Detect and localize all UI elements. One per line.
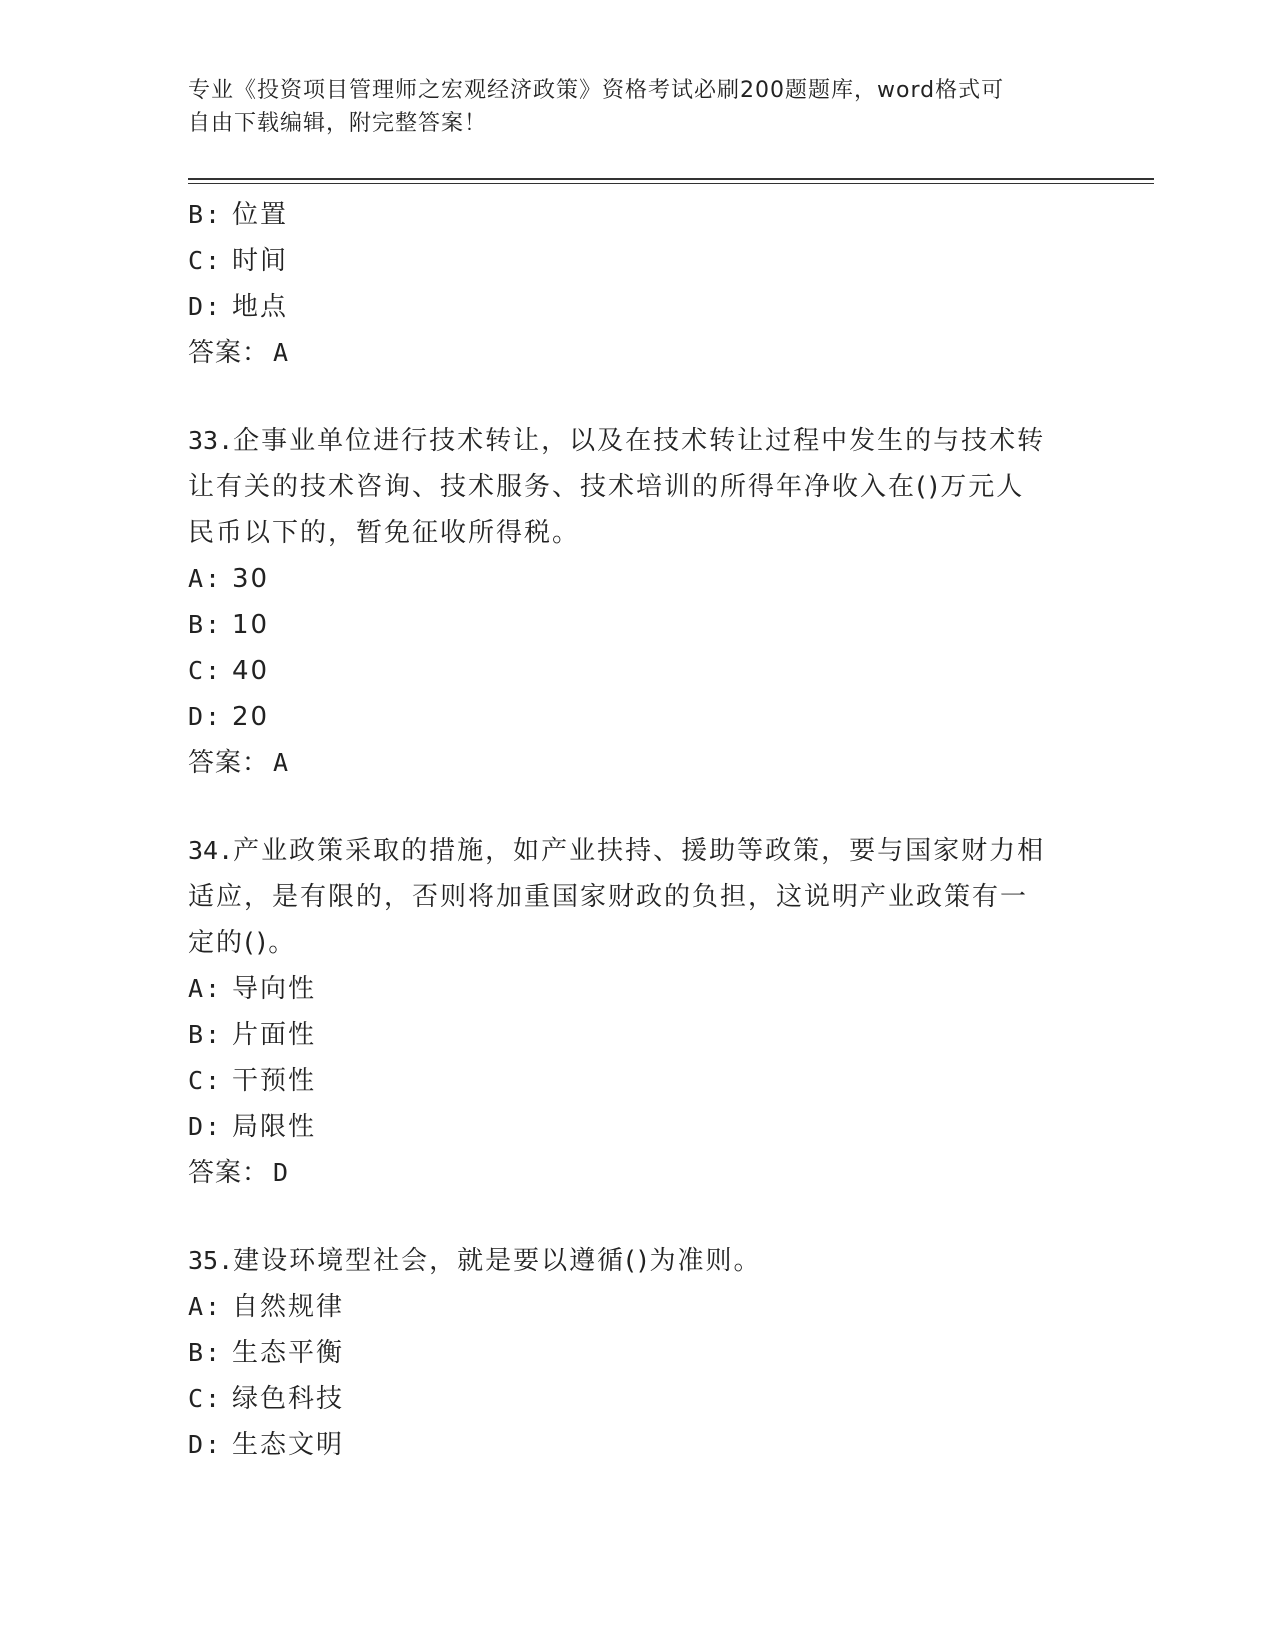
option-letter: B: (188, 610, 223, 639)
stem-line-1: 企事业单位进行技术转让，以及在技术转让过程中发生的与技术转 (233, 426, 1046, 456)
option-a (188, 1284, 1088, 1330)
question-stem (188, 828, 1088, 966)
answer-label: 答案： (188, 748, 270, 778)
stem-line-1: 建设环境型社会，就是要以遵循()为准则。 (233, 1246, 762, 1276)
question-35 (188, 1238, 1088, 1468)
option-c (188, 648, 1088, 694)
option-letter: C: (188, 246, 223, 275)
option-b (188, 1012, 1088, 1058)
option-letter: C: (188, 656, 223, 685)
option-text: 10 (232, 610, 270, 640)
option-text: 位置 (232, 200, 289, 230)
option-text: 导向性 (232, 974, 317, 1004)
option-letter: D: (188, 1112, 223, 1141)
option-letter: B: (188, 1020, 223, 1049)
question-number: 33. (188, 426, 234, 455)
option-letter: D: (188, 1430, 223, 1459)
option-d (188, 1422, 1088, 1468)
option-a (188, 556, 1088, 602)
option-letter: B: (188, 1338, 223, 1367)
question-stem (188, 1238, 1088, 1284)
question-number: 35. (188, 1246, 234, 1275)
option-text: 30 (232, 564, 270, 594)
header-line-2: 自由下载编辑，附完整答案！ (188, 111, 488, 136)
answer-line (188, 330, 1088, 376)
option-text: 生态平衡 (232, 1338, 345, 1368)
document-header (188, 74, 1068, 140)
option-letter: A: (188, 974, 223, 1003)
answer-value: A (273, 338, 290, 367)
stem-line-3: 民币以下的，暂免征收所得税。 (188, 518, 581, 548)
option-d (188, 284, 1088, 330)
option-letter: D: (188, 292, 223, 321)
option-letter: B: (188, 200, 223, 229)
question-stem (188, 418, 1088, 556)
option-b (188, 192, 1088, 238)
option-text: 片面性 (232, 1020, 317, 1050)
question-fragment (188, 192, 1088, 376)
answer-line (188, 1150, 1088, 1196)
option-text: 自然规律 (232, 1292, 345, 1322)
answer-line (188, 740, 1088, 786)
option-b (188, 602, 1088, 648)
question-number: 34. (188, 836, 234, 865)
option-text: 40 (232, 656, 270, 686)
option-text: 生态文明 (232, 1430, 345, 1460)
answer-value: D (273, 1158, 290, 1187)
option-d (188, 694, 1088, 740)
question-list (188, 192, 1088, 1468)
stem-line-2: 让有关的技术咨询、技术服务、技术培训的所得年净收入在()万元人 (188, 472, 1025, 502)
header-line-1: 专业《投资项目管理师之宏观经济政策》资格考试必刷200题题库，word格式可 (188, 78, 1005, 103)
option-letter: C: (188, 1384, 223, 1413)
option-text: 局限性 (232, 1112, 317, 1142)
option-letter: C: (188, 1066, 223, 1095)
option-text: 绿色科技 (232, 1384, 345, 1414)
answer-label: 答案： (188, 1158, 270, 1188)
option-b (188, 1330, 1088, 1376)
option-a (188, 966, 1088, 1012)
stem-line-1: 产业政策采取的措施，如产业扶持、援助等政策，要与国家财力相 (233, 836, 1046, 866)
option-c (188, 1058, 1088, 1104)
option-letter: A: (188, 1292, 223, 1321)
stem-line-3: 定的()。 (188, 928, 297, 958)
option-text: 时间 (232, 246, 289, 276)
question-34 (188, 828, 1088, 1196)
option-letter: A: (188, 564, 223, 593)
option-text: 地点 (232, 292, 289, 322)
option-text: 干预性 (232, 1066, 317, 1096)
option-c (188, 238, 1088, 284)
answer-label: 答案： (188, 338, 270, 368)
answer-value: A (273, 748, 290, 777)
option-letter: D: (188, 702, 223, 731)
option-c (188, 1376, 1088, 1422)
header-divider (188, 178, 1154, 184)
question-33 (188, 418, 1088, 786)
option-d (188, 1104, 1088, 1150)
stem-line-2: 适应，是有限的，否则将加重国家财政的负担，这说明产业政策有一 (188, 882, 1029, 912)
option-text: 20 (232, 702, 270, 732)
